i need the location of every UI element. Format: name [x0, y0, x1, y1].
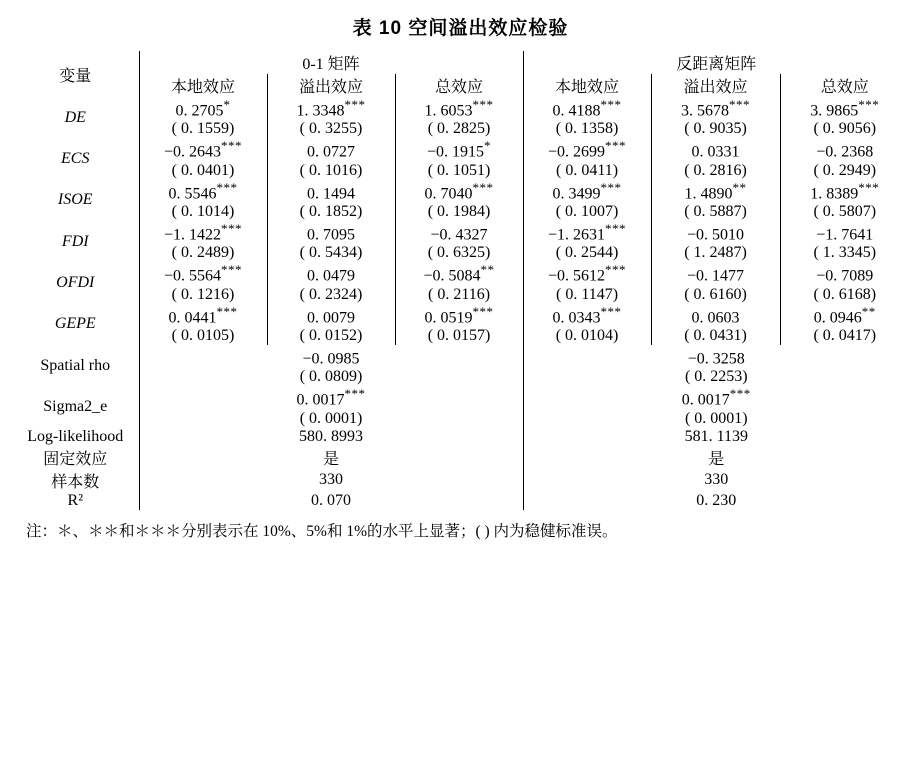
cell-coef: 3. 5678*** [651, 97, 780, 120]
table-row [12, 286, 909, 304]
header-col-spillover-2: 溢出效应 [651, 74, 780, 97]
cell-se: ( 0. 0411) [556, 161, 619, 179]
cell-se: ( 0. 6160) [651, 286, 780, 304]
row-label-de: DE [12, 97, 139, 138]
cell-coef: 0. 4188*** [552, 97, 622, 120]
cell-coef: −0. 3258 [687, 350, 745, 368]
cell-se: ( 0. 1216) [139, 286, 267, 304]
cell-se: ( 0. 2253) [684, 368, 748, 386]
table-row [12, 469, 909, 492]
cell-se: ( 0. 2324) [267, 286, 395, 304]
table-row [12, 244, 909, 262]
spatial-spillover-table [12, 51, 909, 510]
header-col-local-1: 本地效应 [139, 74, 267, 97]
cell-coef: 1. 4890** [651, 180, 780, 203]
cell-se: ( 0. 1014) [139, 203, 267, 221]
cell-se: ( 0. 1016) [267, 162, 395, 180]
table-row [12, 304, 909, 327]
cell-se: ( 0. 1984) [395, 203, 523, 221]
cell-coef: 0. 0519*** [395, 304, 523, 327]
cell-coef: −0. 2643*** [139, 138, 267, 161]
cell-se: ( 0. 6325) [395, 244, 523, 262]
table-row [12, 492, 909, 510]
cell-se: ( 0. 2544) [555, 244, 619, 262]
cell-value: 330 [139, 469, 523, 492]
cell-coef: −0. 5084** [395, 262, 523, 285]
cell-se: ( 0. 0104) [555, 326, 619, 344]
cell-se: ( 0. 2816) [651, 162, 780, 180]
cell-value: 是 [139, 446, 523, 469]
cell-coef: 0. 0079 [267, 304, 395, 327]
row-label-sample-size: 样本数 [12, 469, 139, 492]
cell-coef: −1. 2631*** [548, 220, 627, 244]
cell-coef: 0. 0017*** [681, 386, 751, 409]
cell-coef: −0. 1915* [395, 138, 523, 161]
cell-se: ( 0. 2949) [780, 162, 909, 180]
row-label-spatial-rho: Spatial rho [12, 345, 139, 386]
table-row [12, 386, 909, 409]
cell-se: ( 0. 0152) [267, 327, 395, 345]
cell-se: ( 0. 0401) [139, 162, 267, 180]
cell-se: ( 0. 6168) [780, 286, 909, 304]
cell-coef: 0. 0441*** [139, 304, 267, 327]
cell-se: ( 0. 0809) [139, 368, 523, 386]
cell-coef: −0. 2699*** [548, 138, 627, 161]
cell-se: ( 1. 3345) [780, 244, 909, 262]
table-row [12, 345, 909, 368]
cell-se: ( 0. 1559) [139, 120, 267, 138]
cell-coef: 1. 3348*** [267, 97, 395, 120]
header-col-total-1: 总效应 [395, 74, 523, 97]
header-group-inverse-distance-matrix: 反距离矩阵 [676, 56, 757, 73]
table-row [12, 221, 909, 244]
cell-coef: 1. 8389*** [780, 180, 909, 203]
row-label-ofdi: OFDI [12, 262, 139, 303]
table-row [12, 162, 909, 180]
cell-coef: −1. 1422*** [139, 221, 267, 244]
cell-se: ( 0. 3255) [267, 120, 395, 138]
cell-coef: −1. 7641 [780, 221, 909, 244]
cell-coef: −0. 5612*** [548, 262, 627, 285]
cell-se: ( 0. 1051) [395, 162, 523, 180]
cell-se: ( 0. 0157) [395, 327, 523, 345]
cell-coef: −0. 7089 [780, 262, 909, 285]
cell-se: ( 0. 2116) [395, 286, 523, 304]
table-row [12, 446, 909, 469]
cell-se: ( 0. 1007) [555, 202, 619, 220]
row-label-gepe: GEPE [12, 304, 139, 345]
cell-se: ( 0. 2489) [139, 244, 267, 262]
cell-coef: 0. 7040*** [395, 180, 523, 203]
cell-value: 0. 070 [139, 492, 523, 510]
cell-coef: −0. 2368 [780, 138, 909, 161]
cell-value: 是 [708, 450, 725, 468]
row-label-sigma2-e: Sigma2_e [12, 386, 139, 427]
table-row [12, 97, 909, 120]
table-row [12, 120, 909, 138]
table-row [12, 410, 909, 428]
cell-coef: 3. 9865*** [780, 97, 909, 120]
cell-se: ( 0. 9035) [651, 120, 780, 138]
cell-coef: 0. 0479 [267, 262, 395, 285]
cell-se: ( 0. 0431) [651, 327, 780, 345]
header-col-total-2: 总效应 [780, 74, 909, 97]
table-row [12, 327, 909, 345]
cell-value: 0. 230 [696, 491, 737, 509]
cell-se: ( 0. 1852) [267, 203, 395, 221]
row-label-r-squared: R² [12, 492, 139, 510]
table-note: 注：＊、＊＊和＊＊＊分别表示在 10%、5%和 1%的水平上显著；( ) 内为稳健标准误。 [26, 522, 618, 540]
table-row [12, 203, 909, 221]
table-row [12, 262, 909, 285]
row-label-fixed-effects: 固定效应 [12, 446, 139, 469]
cell-coef: 0. 0946** [780, 304, 909, 327]
header-variable: 变量 [12, 51, 139, 97]
row-label-ecs: ECS [12, 138, 139, 179]
cell-se: ( 0. 5807) [780, 203, 909, 221]
cell-coef: 0. 3499*** [552, 179, 622, 202]
cell-se: ( 0. 0105) [139, 327, 267, 345]
cell-coef: 0. 0727 [267, 138, 395, 161]
table-title: 表 10 空间溢出效应检验 [352, 18, 569, 39]
cell-coef: 0. 0017*** [139, 386, 523, 409]
header-col-local-2: 本地效应 [555, 79, 620, 96]
cell-se: ( 0. 9056) [780, 120, 909, 138]
row-label-log-likelihood: Log-likelihood [12, 428, 139, 446]
cell-coef: 0. 0603 [651, 304, 780, 327]
cell-coef: −0. 5010 [651, 221, 780, 244]
cell-coef: 0. 7095 [267, 221, 395, 244]
table-row [12, 138, 909, 161]
cell-coef: 0. 0331 [651, 138, 780, 161]
cell-coef: −0. 1477 [651, 262, 780, 285]
header-row-groups [12, 51, 909, 74]
cell-se: ( 0. 0001) [139, 410, 523, 428]
cell-coef: −0. 5564*** [139, 262, 267, 285]
header-col-spillover-1: 溢出效应 [267, 74, 395, 97]
header-row-subcolumns [12, 74, 909, 97]
cell-value: 581. 1139 [684, 427, 748, 445]
cell-coef: −0. 0985 [139, 345, 523, 368]
cell-value: 330 [704, 471, 729, 489]
cell-se: ( 0. 5434) [267, 244, 395, 262]
cell-se: ( 0. 1147) [556, 285, 619, 303]
cell-se: ( 0. 5887) [651, 203, 780, 221]
cell-se: ( 0. 1358) [555, 120, 619, 138]
cell-se: ( 0. 0001) [684, 409, 748, 427]
cell-value: 580. 8993 [139, 428, 523, 446]
cell-se: ( 0. 2825) [395, 120, 523, 138]
cell-coef: 0. 5546*** [139, 180, 267, 203]
table-row [12, 180, 909, 203]
cell-coef: −0. 4327 [395, 221, 523, 244]
table-row [12, 428, 909, 446]
cell-coef: 0. 1494 [267, 180, 395, 203]
cell-se: ( 0. 0417) [780, 327, 909, 345]
cell-coef: 0. 0343*** [552, 303, 622, 326]
cell-coef: 1. 6053*** [395, 97, 523, 120]
cell-se: ( 1. 2487) [651, 244, 780, 262]
table-row [12, 368, 909, 386]
row-label-isoe: ISOE [12, 180, 139, 221]
cell-coef: 0. 2705* [139, 97, 267, 120]
row-label-fdi: FDI [12, 221, 139, 262]
header-group-0-1-matrix: 0-1 矩阵 [139, 51, 523, 74]
